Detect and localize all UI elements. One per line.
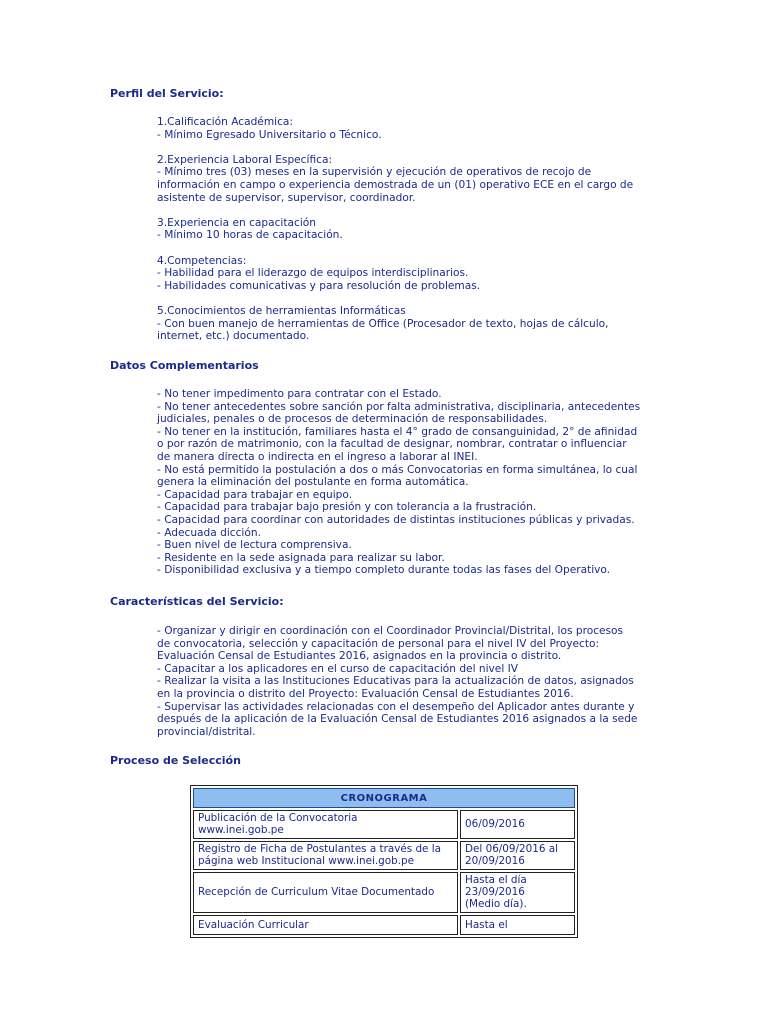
text-line: - Capacidad para coordinar con autoridades de distintas instituciones públicas y privadas.: [157, 513, 635, 526]
datos-list: [157, 388, 667, 577]
text-line: - Mínimo 10 horas de capacitación.: [157, 229, 343, 242]
date-cell: [460, 841, 575, 870]
text-line: después de la aplicación de la Evaluación Censal de Estudiantes 2016 asignados a la sede: [157, 713, 638, 726]
text-line: - Adecuada dicción.: [157, 526, 261, 539]
text-line: información en campo o experiencia demostrada de un (01) operativo ECE en el cargo de: [157, 178, 634, 191]
perfil-item-3: [157, 217, 667, 242]
date-cell: [460, 810, 575, 839]
text-line: - Capacitar a los aplicadores en el curso de capacitación del nivel IV: [157, 662, 519, 675]
cell-line: (Medio día).: [465, 898, 527, 911]
text-line: - Capacidad para trabajar en equipo.: [157, 488, 353, 501]
text-line: 1.Calificación Académica:: [157, 116, 293, 128]
text-line: - Buen nivel de lectura comprensiva.: [157, 539, 352, 552]
text-line: o por razón de matrimonio, con la facultad de designar, nombrar, contratar o influenciar: [157, 438, 627, 451]
text-line: internet, etc.) documentado.: [157, 330, 310, 343]
cell-line: Del 06/09/2016 al: [465, 842, 559, 855]
cell-line: Hasta el: [465, 918, 508, 931]
cell-line: 23/09/2016: [465, 886, 525, 899]
text-line: - Residente en la sede asignada para realizar su labor.: [157, 551, 445, 564]
text-line: en la provincia o distrito del Proyecto: Evaluación Censal de Estudiantes 2016.: [157, 687, 574, 700]
text-line: - Realizar la visita a las Instituciones Educativas para la actualización de datos, asignados: [157, 675, 634, 688]
proceso-heading: Proceso de Selección: [110, 754, 241, 767]
cronograma-table: [190, 785, 578, 938]
cell-line: 20/09/2016: [465, 855, 525, 868]
cell-line: Registro de Ficha de Postulantes a través de la: [198, 842, 442, 855]
perfil-item-5: [157, 305, 667, 343]
text-line: - Supervisar las actividades relacionadas con el desempeño del Aplicador antes durante y: [157, 700, 635, 713]
cell-line: www.inei.gob.pe: [198, 824, 284, 837]
table-row: [193, 915, 575, 935]
activity-cell: [193, 810, 458, 839]
text-line: - No tener impedimento para contratar con el Estado.: [157, 388, 442, 400]
text-line: asistente de supervisor, supervisor, coordinador.: [157, 191, 416, 204]
cell-line: Evaluación Curricular: [198, 918, 309, 931]
text-line: - Habilidades comunicativas y para resolución de problemas.: [157, 279, 481, 292]
perfil-item-2: [157, 154, 667, 204]
text-line: 3.Experiencia en capacitación: [157, 216, 316, 229]
cell-line: Hasta el día: [465, 873, 527, 886]
date-cell: [460, 872, 575, 913]
text-line: - No tener en la institución, familiares hasta el 4° grado de consanguinidad, 2° de afinidad: [157, 425, 638, 438]
activity-cell: [193, 841, 458, 870]
caracteristicas-list: [157, 625, 667, 738]
text-line: judiciales, penales o de procesos de determinación de responsabilidades.: [157, 413, 548, 426]
cronograma-header: CRONOGRAMA: [193, 788, 575, 808]
table-row: [193, 810, 575, 839]
activity-cell: [193, 915, 458, 935]
text-line: - Organizar y dirigir en coordinación con el Coordinador Provincial/Distrital, los procesos: [157, 625, 624, 637]
activity-cell: [193, 872, 458, 913]
table-row: [193, 872, 575, 913]
text-line: 5.Conocimientos de herramientas Informáticas: [157, 304, 406, 317]
cell-line: página web Institucional www.inei.gob.pe: [198, 855, 415, 868]
text-line: - Disponibilidad exclusiva y a tiempo completo durante todas las fases del Operativo.: [157, 564, 611, 577]
perfil-heading: Perfil del Servicio:: [110, 87, 224, 100]
text-line: Evaluación Censal de Estudiantes 2016, asignados en la provincia o distrito.: [157, 650, 562, 663]
text-line: provincial/distrital.: [157, 725, 256, 738]
text-line: - No tener antecedentes sobre sanción por falta administrativa, disciplinaria, antecedentes: [157, 400, 641, 413]
cell-line: Recepción de Curriculum Vitae Documentado: [198, 886, 435, 899]
caracteristicas-heading: Características del Servicio:: [110, 595, 284, 608]
cell-line: Publicación de la Convocatoria: [198, 812, 358, 824]
text-line: - Con buen manejo de herramientas de Office (Procesador de texto, hojas de cálculo,: [157, 317, 609, 330]
cell-line: 06/09/2016: [465, 818, 525, 831]
text-line: de convocatoria, selección y capacitación de personal para el nivel IV del Proyecto:: [157, 637, 600, 650]
perfil-item-1: [157, 116, 667, 141]
text-line: genera la eliminación del postulante en forma automática.: [157, 476, 469, 489]
text-line: de manera directa o indirecta en el ingreso a laborar al INEI.: [157, 450, 478, 463]
text-line: 2.Experiencia Laboral Específica:: [157, 153, 333, 166]
text-line: - Mínimo Egresado Universitario o Técnico.: [157, 128, 382, 141]
table-row: [193, 841, 575, 870]
perfil-item-4: [157, 255, 667, 293]
perfil-list: [157, 116, 667, 355]
text-line: - Habilidad para el liderazgo de equipos interdisciplinarios.: [157, 267, 469, 280]
text-line: 4.Competencias:: [157, 254, 247, 267]
datos-heading: Datos Complementarios: [110, 359, 259, 372]
text-line: - No está permitido la postulación a dos o más Convocatorias en forma simultánea, lo cual: [157, 463, 638, 476]
date-cell: [460, 915, 575, 935]
text-line: - Mínimo tres (03) meses en la supervisión y ejecución de operativos de recojo de: [157, 166, 592, 179]
text-line: - Capacidad para trabajar bajo presión y con tolerancia a la frustración.: [157, 501, 537, 514]
